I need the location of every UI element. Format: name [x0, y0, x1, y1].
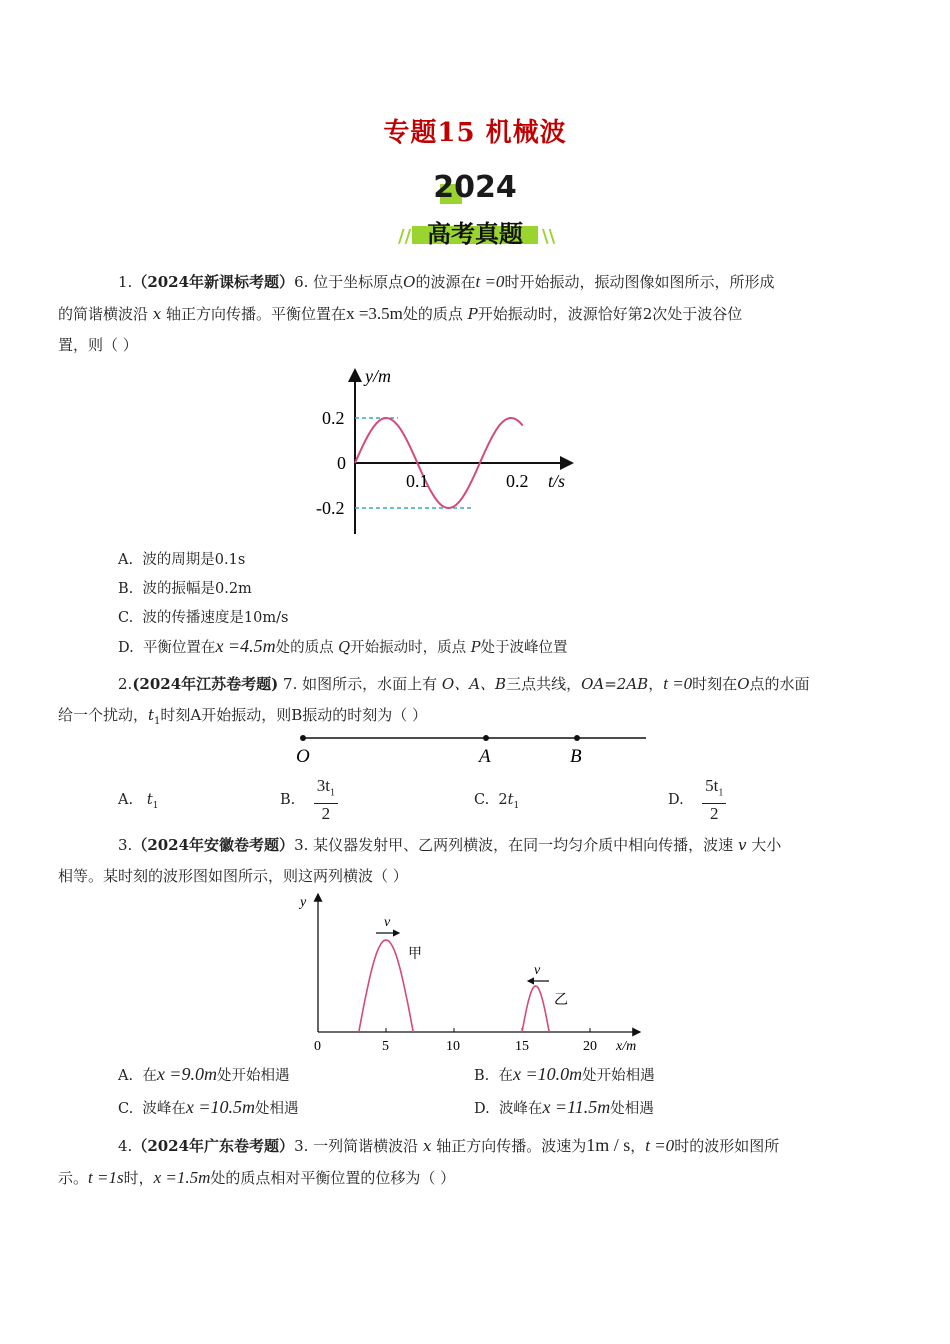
- q3-wave-yi: [522, 986, 549, 1032]
- q2-option-a[interactable]: [118, 792, 158, 811]
- q1-ytick-zero: 0: [337, 453, 346, 473]
- q1-text: 6. 位于坐标原点: [294, 273, 404, 291]
- q2-text: 点的水面: [749, 675, 810, 693]
- q1-ylabel: y/m: [365, 366, 391, 386]
- option-text: 开始振动时，质点: [350, 640, 467, 656]
- option-math: x =10.5m: [185, 1097, 256, 1117]
- q1-xtick-1: 0.1: [406, 471, 429, 491]
- q2-point-o: [300, 735, 306, 741]
- q1-text: 的简谐横波沿: [58, 305, 149, 323]
- year-heading: 2024: [433, 170, 517, 205]
- option-letter: C.: [474, 792, 490, 808]
- q4-text: ，: [630, 1137, 646, 1155]
- q1-option-d[interactable]: [118, 636, 567, 657]
- option-letter: B.: [118, 581, 134, 597]
- q3-xtick-15: 15: [515, 1039, 529, 1054]
- q3-wave-jia-label: 甲: [408, 947, 422, 962]
- q1-option-b[interactable]: [118, 577, 252, 598]
- q2-option-d[interactable]: [668, 776, 726, 824]
- badge-left-marks: //: [398, 226, 412, 247]
- option-var: Q: [338, 640, 351, 656]
- question-2: [58, 668, 868, 737]
- q4-number: 4.: [118, 1137, 133, 1155]
- option-text: 波峰在: [142, 1101, 186, 1117]
- option-var: t: [146, 792, 153, 808]
- q3-v1-label: v: [384, 915, 391, 930]
- q3-xtick-10: 10: [446, 1039, 460, 1054]
- q1-xlabel: t/s: [548, 471, 566, 491]
- q2-text: 7. 如图所示，水面上有: [283, 675, 438, 693]
- q3-v2-label: v: [534, 963, 541, 978]
- option-text: 在: [142, 1068, 157, 1084]
- option-text: 平衡位置在: [142, 640, 216, 656]
- q1-ytick-pos: 0.2: [322, 408, 345, 428]
- option-letter: B.: [474, 1068, 490, 1084]
- option-var: t: [507, 792, 514, 808]
- q4-math: t =1s: [88, 1168, 124, 1187]
- q1-source: （2024年新课标考题）: [132, 273, 295, 291]
- option-text: 波的周期是0.1s: [142, 552, 246, 568]
- q1-ytick-neg: -0.2: [316, 498, 345, 518]
- option-letter: D.: [668, 792, 684, 809]
- q4-math: 1m / s: [586, 1135, 631, 1155]
- q3-xtick-0: 0: [314, 1039, 321, 1054]
- question-4: [58, 1130, 868, 1194]
- option-letter: C.: [118, 610, 134, 626]
- option-math: x =9.0m: [156, 1064, 217, 1084]
- q3-option-b[interactable]: [474, 1064, 655, 1085]
- exam-badge: 高考真题: [427, 220, 523, 248]
- q3-text: 3. 某仪器发射甲、乙两列横波，在同一均匀介质中相向传播，波速: [294, 836, 734, 854]
- q3-wave-jia: [359, 940, 413, 1032]
- option-sub: 1: [152, 800, 159, 811]
- q1-text: 置，则（ ）: [58, 336, 138, 354]
- page-title: 专题15 机械波: [383, 118, 567, 148]
- q1-number: 1.: [118, 273, 133, 291]
- q3-option-a[interactable]: [118, 1064, 289, 1085]
- frac-sub: 1: [718, 787, 724, 799]
- q2-text: ，: [648, 675, 664, 693]
- option-var: P: [470, 640, 481, 656]
- option-text: 波峰在: [498, 1101, 543, 1117]
- q3-text: 相等。某时刻的波形图如图所示，则这两列横波（ ）: [58, 867, 408, 885]
- option-letter: A.: [118, 1068, 134, 1084]
- frac-sub: 1: [329, 787, 335, 799]
- q3-ylabel: y: [300, 895, 307, 910]
- option-text: 波的振幅是0.2m: [142, 581, 252, 597]
- q2-label-a: A: [479, 746, 491, 767]
- q1-option-a[interactable]: [118, 548, 245, 569]
- q3-xtick-20: 20: [583, 1039, 597, 1054]
- q3-waveform-graph: [296, 888, 656, 1058]
- option-sub: 1: [513, 800, 520, 811]
- frac-denominator: 2: [710, 804, 719, 824]
- option-letter: B.: [280, 792, 296, 809]
- option-math: x =4.5m: [215, 636, 276, 656]
- q3-option-d[interactable]: [474, 1097, 654, 1118]
- q1-math: t =0: [475, 272, 505, 291]
- q1-option-c[interactable]: [118, 606, 288, 627]
- q2-line-figure: [290, 728, 650, 768]
- q3-wave-yi-label: 乙: [554, 993, 568, 1008]
- q4-text: 3. 一列简谐横波沿: [294, 1137, 419, 1155]
- question-1: [58, 266, 868, 361]
- q2-sub: 1: [154, 716, 161, 727]
- q2-source: (2024年江苏卷考题): [132, 675, 279, 693]
- q3-var: v: [737, 836, 747, 854]
- option-text: 处相遇: [255, 1101, 299, 1117]
- question-3: [58, 830, 868, 892]
- option-text: 2: [498, 792, 508, 808]
- q1-text: 的波源在: [415, 273, 476, 291]
- q2-point-b: [574, 735, 580, 741]
- option-text: 处开始相遇: [582, 1068, 655, 1084]
- frac-numerator: 5t: [705, 776, 719, 795]
- q2-label-b: B: [570, 746, 582, 767]
- q2-var: OA=2AB: [581, 675, 649, 693]
- q2-var: t: [148, 706, 155, 724]
- q2-var: O: [737, 675, 750, 693]
- q1-vibration-graph: [310, 362, 590, 542]
- option-math: x =10.0m: [512, 1064, 583, 1084]
- q2-label-o: O: [296, 746, 310, 767]
- q1-text: 开始振动时，波源恰好第2次处于波谷位: [477, 305, 743, 323]
- option-text: 在: [498, 1068, 513, 1084]
- q1-var: O: [403, 273, 416, 291]
- q1-var: x: [152, 305, 162, 323]
- q2-var: O、A、B: [441, 675, 507, 693]
- q4-var: x: [422, 1137, 432, 1155]
- option-text: 波的传播速度是10m/s: [142, 610, 289, 626]
- q4-text: 示。: [58, 1169, 89, 1187]
- badge-right-marks: \\: [542, 226, 556, 247]
- q1-math: x =3.5m: [346, 304, 403, 323]
- option-text: 处开始相遇: [216, 1068, 290, 1084]
- q2-option-b[interactable]: [280, 776, 338, 824]
- q2-option-d-fraction: [702, 776, 726, 824]
- option-text: 处的质点: [275, 640, 334, 656]
- q4-math: x =1.5m: [153, 1168, 211, 1187]
- q1-text: 时开始振动，振动图像如图所示，所形成: [504, 273, 775, 291]
- q3-source: （2024年安徽卷考题）: [132, 836, 295, 854]
- q4-text: 处的质点相对平衡位置的位移为（ ）: [210, 1169, 456, 1187]
- q1-var: P: [467, 305, 478, 323]
- option-letter: C.: [118, 1101, 134, 1117]
- q1-xtick-2: 0.2: [506, 471, 529, 491]
- q3-option-c[interactable]: [118, 1097, 299, 1118]
- q2-math: t =0: [663, 674, 693, 693]
- option-text: 处于波峰位置: [480, 640, 568, 656]
- option-letter: D.: [474, 1101, 490, 1117]
- q2-text: 时刻A开始振动，则B振动的时刻为（ ）: [160, 706, 428, 724]
- q1-text: 轴正方向传播。平衡位置在: [166, 305, 347, 323]
- option-letter: D.: [118, 640, 134, 656]
- q3-xtick-5: 5: [382, 1039, 389, 1054]
- option-letter: A.: [118, 792, 134, 808]
- q2-number: 2.: [118, 675, 133, 693]
- q4-text: 时的波形如图所: [674, 1137, 780, 1155]
- q4-source: （2024年广东卷考题）: [132, 1137, 295, 1155]
- q2-option-b-fraction: [314, 776, 338, 824]
- frac-denominator: 2: [321, 804, 331, 824]
- option-text: 处相遇: [610, 1101, 654, 1117]
- q2-text: 时刻在: [692, 675, 738, 693]
- q2-option-c[interactable]: [474, 792, 519, 811]
- q2-text: 给一个扰动，: [58, 706, 149, 724]
- q2-point-a: [483, 735, 489, 741]
- q2-text: 三点共线，: [506, 675, 582, 693]
- q1-text: 处的质点: [402, 305, 463, 323]
- q3-text: 大小: [751, 836, 782, 854]
- option-letter: A.: [118, 552, 134, 568]
- q3-xlabel: x/m: [616, 1039, 637, 1054]
- q3-number: 3.: [118, 836, 133, 854]
- q4-text: 时，: [123, 1169, 154, 1187]
- q4-text: 轴正方向传播。波速为: [436, 1137, 587, 1155]
- q4-math: t =0: [645, 1136, 675, 1155]
- option-math: x =11.5m: [542, 1097, 611, 1117]
- frac-numerator: 3t: [316, 776, 330, 795]
